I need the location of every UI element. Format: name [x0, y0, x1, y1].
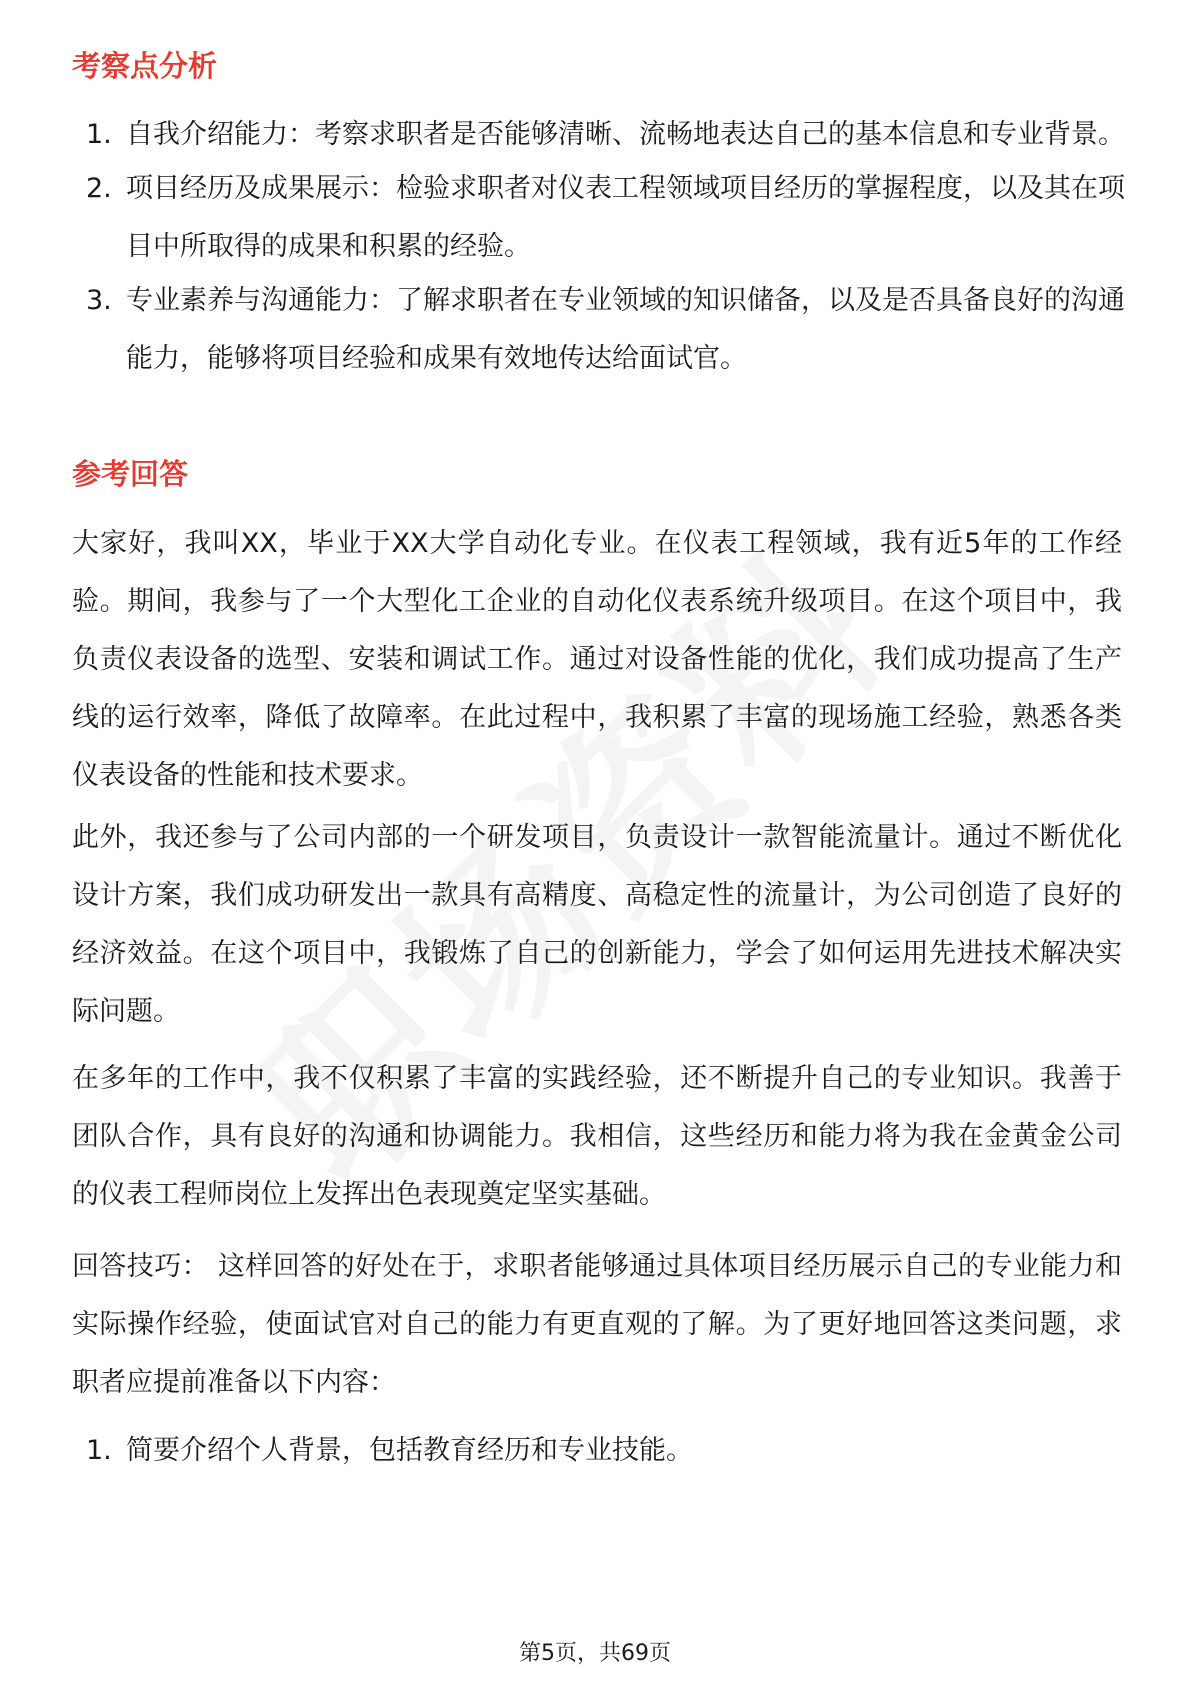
answer-paragraph-2: 此外，我还参与了公司内部的一个研发项目，负责设计一款智能流量计。通过不断优化设计方案，我们成功研发出一款具有高精度、高稳定性的流量计，为公司创造了良好的经济效益。在这个项目中，我锻炼了自己的创新能力，学会了如何运用先进技术解决实际问题。	[72, 822, 1122, 1027]
list-item-number: 1.	[86, 119, 112, 150]
list-item	[86, 106, 1126, 164]
list-item-text: 简要介绍个人背景，包括教育经历和专业技能。	[126, 1435, 693, 1466]
list-item	[86, 160, 1126, 276]
list-item-text: 自我介绍能力：考察求职者是否能够清晰、流畅地表达自己的基本信息和专业背景。	[126, 119, 1125, 150]
analysis-list	[86, 106, 1126, 388]
answer-paragraph-3: 在多年的工作中，我不仅积累了丰富的实践经验，还不断提升自己的专业知识。我善于团队合作，具有良好的沟通和协调能力。我相信，这些经历和能力将为我在金黄金公司的仪表工程师岗位上发挥出色表现奠定坚实基础。	[72, 1063, 1122, 1210]
list-item-number: 1.	[86, 1435, 112, 1466]
page-number: 第5页，共69页	[519, 1641, 671, 1666]
tips-list	[86, 1422, 1126, 1480]
section-title-answer: 参考回答	[72, 457, 189, 491]
list-item-number: 2.	[86, 173, 112, 204]
list-item-text: 项目经历及成果展示：检验求职者对仪表工程领域项目经历的掌握程度，以及其在项目中所取得的成果和积累的经验。	[126, 173, 1125, 262]
answer-tips-paragraph: 回答技巧： 这样回答的好处在于，求职者能够通过具体项目经历展示自己的专业能力和实际操作经验，使面试官对自己的能力有更直观的了解。为了更好地回答这类问题，求职者应提前准备以下内容：	[72, 1251, 1122, 1398]
answer-paragraph-1: 大家好，我叫XX，毕业于XX大学自动化专业。在仪表工程领域，我有近5年的工作经验。期间，我参与了一个大型化工企业的自动化仪表系统升级项目。在这个项目中，我负责仪表设备的选型、安装和调试工作。通过对设备性能的优化，我们成功提高了生产线的运行效率，降低了故障率。在此过程中，我积累了丰富的现场施工经验，熟悉各类仪表设备的性能和技术要求。	[72, 528, 1122, 791]
list-item	[86, 272, 1126, 388]
list-item-number: 3.	[86, 285, 112, 316]
list-item	[86, 1422, 1126, 1480]
list-item-text: 专业素养与沟通能力：了解求职者在专业领域的知识储备，以及是否具备良好的沟通能力，能够将项目经验和成果有效地传达给面试官。	[126, 285, 1125, 374]
section-title-analysis: 考察点分析	[72, 49, 218, 83]
